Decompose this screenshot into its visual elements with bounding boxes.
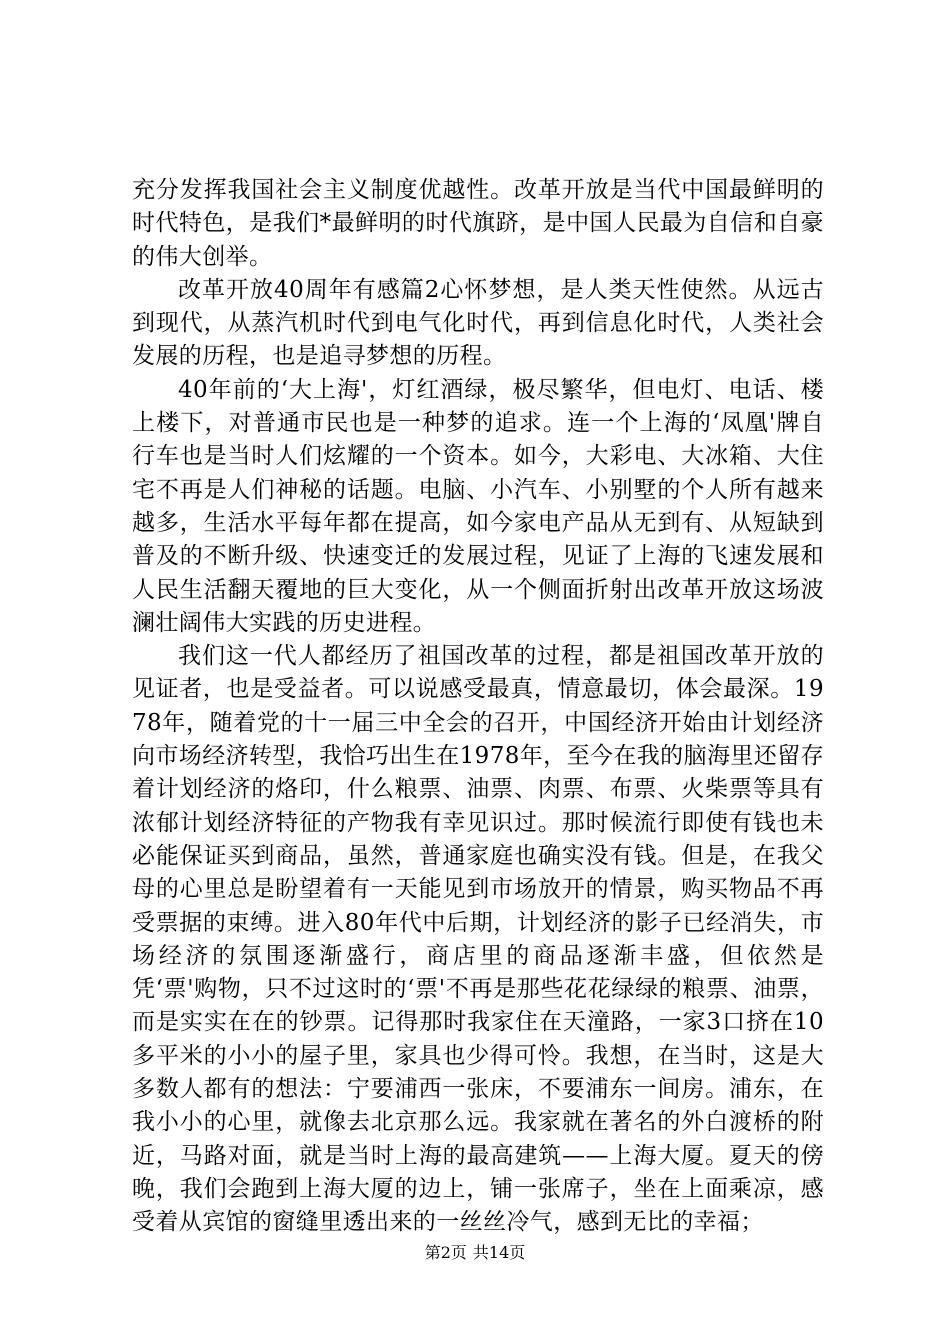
paragraph-2: 改革开放40周年有感篇2心怀梦想，是人类天性使然。从远古到现代，从蒸汽机时代到电气化时代，再到信息化时代，人类社会发展的历程，也是追寻梦想的历程。 xyxy=(132,276,824,370)
page-footer xyxy=(0,1242,950,1264)
paragraph-4: 我们这一代人都经历了祖国改革的过程，都是祖国改革开放的见证者，也是受益者。可以说感受最真，情意最切，体会最深。1978年，随着党的十一届三中全会的召开，中国经济开始由计划经济向市场经济转型，我恰巧出生在1978年，至今在我的脑海里还留存着计划经济的烙印，什么粮票、油票、肉票、布票、火柴票等具有浓郁计划经济特征的产物我有幸见识过。那时候流行即使有钱也未必能保证买到商品，虽然，普通家庭也确实没有钱。但是，在我父母的心里总是盼望着有一天能见到市场放开的情景，购买物品不再受票据的束缚。进入80年代中后期，计划经济的影子已经消失，市场经济的氛围逐渐盛行，商店里的商品逐渐丰盛，但依然是凭‘票'购物，只不过这时的‘票'不再是那些花花绿绿的粮票、油票，而是实实在在的钞票。记得那时我家住在天潼路，一家3口挤在10多平米的小小的屋子里，家具也少得可怜。我想，在当时，这是大多数人都有的想法：宁要浦西一张床，不要浦东一间房。浦东，在我小小的心里，就像去北京那么远。我家就在著名的外白渡桥的附近，马路对面，就是当时上海的最高建筑——上海大厦。夏天的傍晚，我们会跑到上海大厦的边上，铺一张席子，坐在上面乘凉，感受着从宾馆的窗缝里透出来的一丝丝冷气，感到无比的幸福； xyxy=(132,643,824,1236)
page-total: 共14页 xyxy=(472,1243,526,1262)
document-body xyxy=(132,174,824,1240)
page-number: 第2页 xyxy=(424,1243,467,1262)
paragraph-1: 充分发挥我国社会主义制度优越性。改革开放是当代中国最鲜明的时代特色，是我们*最鲜明的时代旗跻，是中国人民最为自信和自豪的伟大创举。 xyxy=(132,177,824,270)
paragraph-3: 40年前的‘大上海'，灯红酒绿，极尽繁华，但电灯、电话、楼上楼下，对普通市民也是一种梦的追求。连一个上海的‘凤凰'牌自行车也是当时人们炫耀的一个资本。如今，大彩电、大冰箱、大住宅不再是人们神秘的话题。电脑、小汽车、小别墅的个人所有越来越多，生活水平每年都在提高，如今家电产品从无到有、从短缺到普及的不断升级、快速变迁的发展过程，见证了上海的飞速发展和人民生活翻天覆地的巨大变化，从一个侧面折射出改革开放这场波澜壮阔伟大实践的历史进程。 xyxy=(132,376,824,636)
